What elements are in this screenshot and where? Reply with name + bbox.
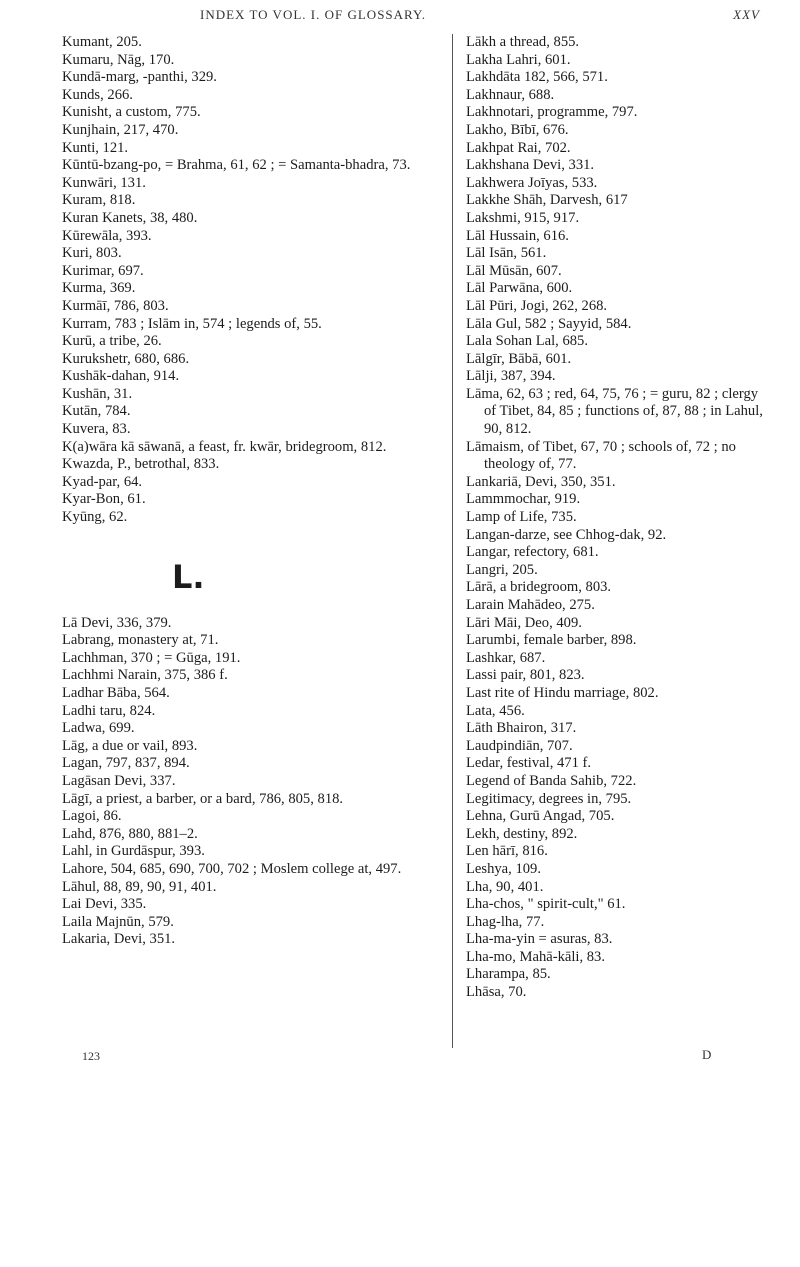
- index-entry: K(a)wāra kā sāwanā, a feast, fr. kwār, bridegroom, 812.: [62, 438, 387, 455]
- index-entry: Lāth Bhairon, 317.: [466, 720, 577, 737]
- page-number: XXV: [733, 7, 760, 22]
- index-entry: Lārā, a bridegroom, 803.: [466, 579, 612, 596]
- index-entry: Lehna, Gurū Angad, 705.: [466, 808, 615, 825]
- index-entry: Kurram, 783 ; Islām in, 574 ; legends of, 55.: [62, 315, 322, 332]
- index-entry: Lahore, 504, 685, 690, 700, 702 ; Moslem college at, 497.: [62, 860, 402, 877]
- index-entry: Leshya, 109.: [466, 860, 541, 877]
- index-entry: Lā Devi, 336, 379.: [62, 614, 172, 631]
- index-entry: Lakaria, Devi, 351.: [62, 931, 176, 948]
- index-entry: Lāmaism, of Tibet, 67, 70 ; schools of, 72 ; no theology of, 77.: [466, 438, 736, 473]
- left-entries-l: [62, 615, 438, 949]
- index-entry: Lakhwera Joīyas, 533.: [466, 174, 598, 191]
- index-entry: Lakhpat Rai, 702.: [466, 139, 571, 156]
- index-entry: Kumant, 205.: [62, 34, 142, 50]
- index-entry: Langan-darze, see Chhog-dak, 92.: [466, 526, 667, 543]
- index-entry: Kunjhain, 217, 470.: [62, 121, 179, 138]
- index-entry: Kurmāī, 786, 803.: [62, 297, 169, 314]
- index-entry: Langar, refectory, 681.: [466, 544, 599, 561]
- index-entry: Lāl Hussain, 616.: [466, 227, 569, 244]
- index-entry: Lahl, in Gurdāspur, 393.: [62, 843, 205, 860]
- index-entry: Langri, 205.: [466, 561, 538, 578]
- index-entry: Lamp of Life, 735.: [466, 509, 577, 526]
- running-header: [200, 4, 760, 26]
- index-entry: Lāma, 62, 63 ; red, 64, 75, 76 ; = guru, 82 ; clergy of Tibet, 84, 85 ; functions of, 87, 88 ; in Lahul, 90, 812.: [466, 385, 763, 438]
- index-entry: Ladwa, 699.: [62, 720, 135, 737]
- index-entry: Lāl Mūsān, 607.: [466, 262, 562, 279]
- index-entry: Kunds, 266.: [62, 86, 133, 103]
- index-entry: Lammmochar, 919.: [466, 491, 581, 508]
- index-entry: Lhag-lha, 77.: [466, 913, 545, 930]
- index-entry: Lahd, 876, 880, 881–2.: [62, 825, 198, 842]
- index-entry: Lālji, 387, 394.: [466, 368, 556, 385]
- index-entry: Lakhnaur, 688.: [466, 86, 555, 103]
- index-entry: Kūntū-bzang-po, = Brahma, 61, 62 ; = Samanta-bhadra, 73.: [62, 157, 411, 174]
- index-entry: Kunisht, a custom, 775.: [62, 104, 201, 121]
- index-entry: Lāg, a due or vail, 893.: [62, 737, 198, 754]
- section-letter: L.: [172, 557, 205, 596]
- index-entry: Lālgīr, Bābā, 601.: [466, 350, 572, 367]
- index-entry: Larumbi, female barber, 898.: [466, 632, 637, 649]
- index-entry: Lakshmi, 915, 917.: [466, 209, 580, 226]
- signature-mark: 123: [82, 1049, 100, 1063]
- left-column: [62, 34, 438, 949]
- index-entry: Lakhdāta 182, 566, 571.: [466, 69, 608, 86]
- index-entry: Kuvera, 83.: [62, 421, 131, 438]
- index-entry: Kurimar, 697.: [62, 262, 144, 279]
- index-entry: Kyar-Bon, 61.: [62, 491, 146, 508]
- index-entry: Lankariā, Devi, 350, 351.: [466, 473, 616, 490]
- right-column: [466, 34, 766, 1002]
- index-entry: Lakha Lahri, 601.: [466, 51, 571, 68]
- index-entry: Lākh a thread, 855.: [466, 34, 580, 50]
- index-entry: Lassi pair, 801, 823.: [466, 667, 585, 684]
- index-entry: Ladhi taru, 824.: [62, 702, 156, 719]
- index-entry: Kunti, 121.: [62, 139, 129, 156]
- header-title: INDEX TO VOL. I. OF GLOSSARY.: [200, 7, 426, 22]
- index-entry: Kundā-marg, -panthi, 329.: [62, 69, 217, 86]
- index-entry: Labrang, monastery at, 71.: [62, 632, 219, 649]
- index-entry: Ladhar Bāba, 564.: [62, 685, 170, 701]
- index-entry: Kushān, 31.: [62, 385, 133, 402]
- index-entry: Lāl Parwāna, 600.: [466, 280, 573, 297]
- left-entries-k: [62, 34, 438, 527]
- index-entry: Lagan, 797, 837, 894.: [62, 755, 190, 772]
- index-entry: Laila Majnūn, 579.: [62, 913, 174, 930]
- index-entry: Lāl Isān, 561.: [466, 245, 547, 262]
- index-entry: Lai Devi, 335.: [62, 896, 147, 913]
- index-entry: Ledar, festival, 471 f.: [466, 755, 592, 772]
- index-entry: Larain Mahādeo, 275.: [466, 597, 595, 613]
- index-entry: Lāla Gul, 582 ; Sayyid, 584.: [466, 315, 632, 332]
- index-entry: Lhāsa, 70.: [466, 984, 527, 1001]
- index-entry: Kushāk-dahan, 914.: [62, 368, 180, 385]
- signature-letter: D: [702, 1047, 712, 1062]
- index-entry: Lha-mo, Mahā-kāli, 83.: [466, 948, 606, 965]
- index-entry: Lachhmi Narain, 375, 386 f.: [62, 667, 228, 684]
- index-entry: Lha-chos, " spirit-cult," 61.: [466, 896, 626, 913]
- index-entry: Lagoi, 86.: [62, 808, 122, 825]
- index-entry: Legitimacy, degrees in, 795.: [466, 790, 632, 807]
- index-entry: Lha-ma-yin = asuras, 83.: [466, 931, 613, 948]
- index-entry: Lāhul, 88, 89, 90, 91, 401.: [62, 878, 217, 895]
- index-entry: Kuram, 818.: [62, 192, 136, 209]
- index-entry: Kurukshetr, 680, 686.: [62, 350, 190, 367]
- index-entry: Lāl Pūri, Jogi, 262, 268.: [466, 297, 608, 314]
- index-entry: Laudpindiān, 707.: [466, 737, 573, 754]
- index-entry: Lakho, Bībī, 676.: [466, 121, 569, 138]
- column-divider: [452, 34, 453, 1048]
- index-entry: Len hārī, 816.: [466, 843, 548, 860]
- index-entry: Kurma, 369.: [62, 280, 136, 297]
- index-entry: Lāgī, a priest, a barber, or a bard, 786, 805, 818.: [62, 790, 344, 807]
- index-entry: Lachhman, 370 ; = Gūga, 191.: [62, 649, 241, 666]
- index-entry: Lala Sohan Lal, 685.: [466, 333, 588, 350]
- index-entry: Last rite of Hindu marriage, 802.: [466, 684, 659, 701]
- index-entry: Legend of Banda Sahib, 722.: [466, 772, 637, 789]
- index-entry: Lata, 456.: [466, 702, 525, 719]
- index-entry: Lharampa, 85.: [466, 966, 551, 983]
- index-entry: Lagāsan Devi, 337.: [62, 772, 176, 789]
- index-entry: Kunwāri, 131.: [62, 174, 146, 191]
- index-entry: Kwazda, P., betrothal, 833.: [62, 456, 220, 473]
- index-entry: Lakhnotari, programme, 797.: [466, 104, 638, 121]
- right-entries: [466, 34, 766, 1002]
- index-entry: Lakkhe Shāh, Darvesh, 617: [466, 192, 628, 209]
- index-entry: Kyad-par, 64.: [62, 473, 143, 490]
- index-entry: Lha, 90, 401.: [466, 878, 544, 895]
- index-entry: Kumaru, Nāg, 170.: [62, 51, 175, 68]
- index-entry: Lakhshana Devi, 331.: [466, 157, 595, 174]
- index-entry: Kuran Kanets, 38, 480.: [62, 209, 198, 226]
- index-entry: Lāri Māi, Deo, 409.: [466, 614, 582, 631]
- index-entry: Kuri, 803.: [62, 245, 122, 262]
- index-entry: Lekh, destiny, 892.: [466, 825, 578, 842]
- index-entry: Kurū, a tribe, 26.: [62, 333, 162, 350]
- index-entry: Lashkar, 687.: [466, 649, 546, 666]
- index-entry: Kyūng, 62.: [62, 509, 128, 526]
- index-entry: Kūrewāla, 393.: [62, 227, 152, 244]
- index-entry: Kutān, 784.: [62, 403, 131, 420]
